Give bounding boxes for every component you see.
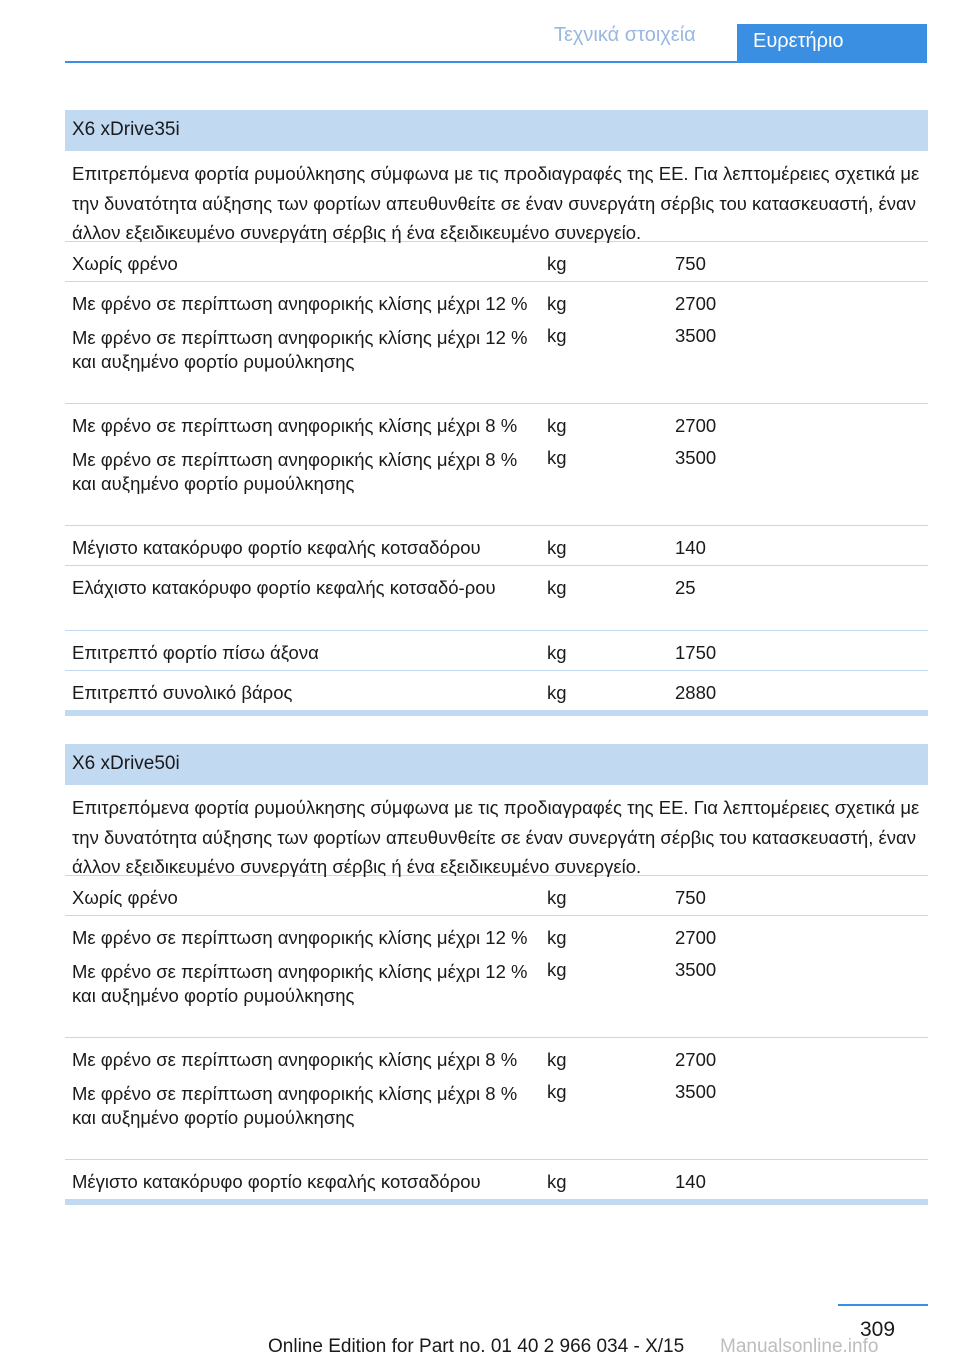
table-row: [65, 631, 928, 671]
section-description: Επιτρεπόμενα φορτία ρυμούλκησης σύμφωνα με τις προδιαγραφές της ΕΕ. Για λεπτομέρειες σχετικά με την δυνατότητα αύξησης των φορτίων απευθυνθείτε σε έναν συνεργάτη σέρβις του κατασκευαστή, έναν άλλον εξειδικευμένο συνεργάτη σέρβις ή ένα εξειδικευμένο συνεργείο.: [65, 785, 928, 876]
table-row: [65, 526, 928, 566]
row-label: Επιτρεπτό φορτίο πίσω άξονα: [72, 642, 319, 663]
table-row: [65, 916, 928, 1038]
row-value: 2880: [675, 682, 717, 703]
row-unit-line: kg: [547, 927, 567, 948]
row-unit-line: kg: [547, 1049, 567, 1070]
row-value-line: 3500: [675, 959, 717, 980]
tab-technical-data[interactable]: Τεχνικά στοιχεία: [554, 24, 696, 46]
row-value: [675, 282, 928, 403]
row-unit: [545, 916, 675, 1037]
row-value: 750: [675, 253, 706, 274]
row-label-line: Με φρένο σε περίπτωση ανηφορικής κλίσης μέχρι 12 % και αυξημένο φορτίο ρυμούλκησης: [72, 327, 528, 372]
row-unit-line: kg: [547, 415, 567, 436]
row-unit: kg: [547, 1171, 567, 1192]
row-unit: [545, 404, 675, 525]
row-unit: kg: [547, 253, 567, 274]
row-unit: kg: [547, 577, 567, 598]
row-value-line: 3500: [675, 447, 717, 468]
row-label-line: Με φρένο σε περίπτωση ανηφορικής κλίσης μέχρι 8 % και αυξημένο φορτίο ρυμούλκησης: [72, 449, 518, 494]
row-unit: kg: [547, 537, 567, 558]
table-row: [65, 404, 928, 526]
row-label-line: Με φρένο σε περίπτωση ανηφορικής κλίσης μέχρι 8 %: [72, 1049, 518, 1070]
row-unit: kg: [547, 887, 567, 908]
section-title: X6 xDrive50i: [65, 744, 928, 785]
row-unit: [545, 282, 675, 403]
section-title: X6 xDrive35i: [65, 110, 928, 151]
table-row: [65, 1160, 928, 1200]
footer-divider: [838, 1304, 928, 1306]
row-label: [65, 916, 545, 1037]
row-label-line: Με φρένο σε περίπτωση ανηφορικής κλίσης μέχρι 12 %: [72, 927, 528, 948]
row-value: [675, 404, 928, 525]
row-value-line: 2700: [675, 927, 717, 948]
table-row: [65, 876, 928, 916]
tab-index[interactable]: Ευρετήριο: [737, 24, 927, 62]
row-unit-line: kg: [547, 447, 567, 468]
row-label-line: Με φρένο σε περίπτωση ανηφορικής κλίσης μέχρι 12 % και αυξημένο φορτίο ρυμούλκησης: [72, 961, 528, 1006]
header-divider: [65, 61, 927, 63]
row-value-line: 2700: [675, 1049, 717, 1070]
row-label: Χωρίς φρένο: [72, 253, 178, 274]
watermark: Manualsonline.info: [720, 1336, 879, 1357]
row-value: 1750: [675, 642, 717, 663]
row-label-line: Με φρένο σε περίπτωση ανηφορικής κλίσης μέχρι 8 % και αυξημένο φορτίο ρυμούλκησης: [72, 1083, 518, 1128]
page-header: [0, 0, 960, 62]
row-unit: kg: [547, 682, 567, 703]
spec-table-x6-xdrive35i: [65, 110, 928, 716]
page-number: 309: [860, 1318, 896, 1341]
row-value: 25: [675, 577, 696, 598]
section-description: Επιτρεπόμενα φορτία ρυμούλκησης σύμφωνα με τις προδιαγραφές της ΕΕ. Για λεπτομέρειες σχετικά με την δυνατότητα αύξησης των φορτίων απευθυνθείτε σε έναν συνεργάτη σέρβις του κατασκευαστή, έναν άλλον εξειδικευμένο συνεργάτη σέρβις ή ένα εξειδικευμένο συνεργείο.: [65, 151, 928, 242]
row-unit-line: kg: [547, 325, 567, 346]
row-value-line: 3500: [675, 1081, 717, 1102]
row-unit-line: kg: [547, 293, 567, 314]
row-value: 140: [675, 1171, 706, 1192]
table-row: [65, 282, 928, 404]
row-value: [675, 916, 928, 1037]
row-unit: kg: [547, 642, 567, 663]
spec-table-x6-xdrive50i: [65, 744, 928, 1205]
row-label: Χωρίς φρένο: [72, 887, 178, 908]
row-label-line: Με φρένο σε περίπτωση ανηφορικής κλίσης μέχρι 12 %: [72, 293, 528, 314]
row-label: Μέγιστο κατακόρυφο φορτίο κεφαλής κοτσαδόρου: [72, 1171, 481, 1192]
row-label: Μέγιστο κατακόρυφο φορτίο κεφαλής κοτσαδόρου: [72, 537, 481, 558]
section-end-bar: [65, 711, 928, 716]
row-value-line: 3500: [675, 325, 717, 346]
row-value: [675, 1038, 928, 1159]
row-label: [65, 1038, 545, 1159]
row-unit-line: kg: [547, 1081, 567, 1102]
table-row: [65, 671, 928, 711]
row-unit: [545, 1038, 675, 1159]
row-unit-line: kg: [547, 959, 567, 980]
row-label: Επιτρεπτό συνολικό βάρος: [72, 682, 293, 703]
row-label: [65, 282, 545, 403]
table-row: [65, 1038, 928, 1160]
section-end-bar: [65, 1200, 928, 1205]
row-label: [65, 404, 545, 525]
row-label-line: Με φρένο σε περίπτωση ανηφορικής κλίσης μέχρι 8 %: [72, 415, 518, 436]
row-value-line: 2700: [675, 293, 717, 314]
table-row: [65, 242, 928, 282]
table-row: [65, 566, 928, 631]
row-value: 140: [675, 537, 706, 558]
row-label: Ελάχιστο κατακόρυφο φορτίο κεφαλής κοτσαδό-ρου: [72, 577, 496, 598]
row-value-line: 2700: [675, 415, 717, 436]
edition-text: Online Edition for Part no. 01 40 2 966 034 - X/15: [268, 1336, 685, 1357]
row-value: 750: [675, 887, 706, 908]
